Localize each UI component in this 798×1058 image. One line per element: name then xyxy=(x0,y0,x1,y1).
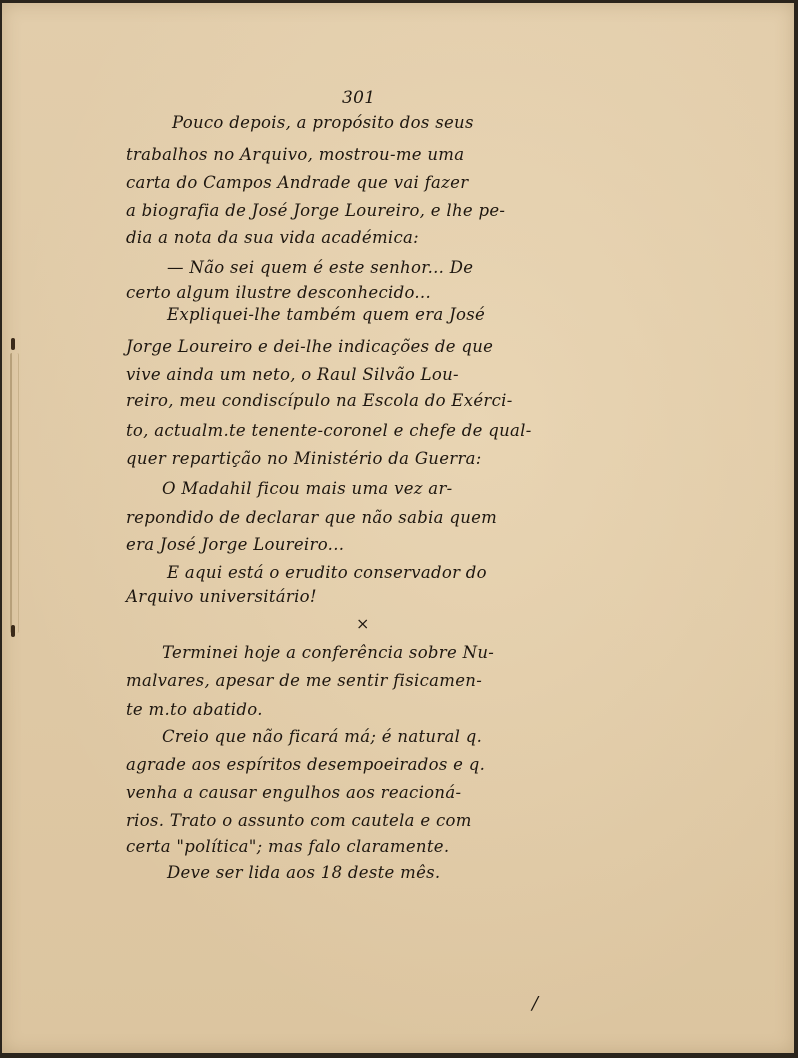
text-line: te m.to abatido. xyxy=(126,700,263,719)
text-line: — Não sei quem é este senhor... De xyxy=(167,258,474,277)
text-line: dia a nota da sua vida académica: xyxy=(126,228,420,247)
text-line: to, actualm.te tenente-coronel e chefe de qual- xyxy=(126,421,532,440)
text-line: Expliquei-lhe também quem era José xyxy=(167,305,486,324)
text-line: Pouco depois, a propósito dos seus xyxy=(172,113,474,132)
text-line: repondido de declarar que não sabia quem xyxy=(126,508,498,527)
text-line: Deve ser lida aos 18 deste mês. xyxy=(167,863,441,882)
text-line: certo algum ilustre desconhecido... xyxy=(126,283,432,302)
text-line: Jorge Loureiro e dei-lhe indicações de que xyxy=(126,337,494,356)
text-line: trabalhos no Arquivo, mostrou-me uma xyxy=(126,145,465,164)
section-separator: × xyxy=(356,614,370,633)
text-line: malvares, apesar de me sentir fisicamen- xyxy=(126,671,483,690)
text-line: reiro, meu condiscípulo na Escola do Exérci- xyxy=(126,391,513,410)
text-line: agrade aos espíritos desempoeirados e q. xyxy=(126,755,486,774)
text-line: E aqui está o erudito conservador do xyxy=(167,563,487,582)
text-line: Terminei hoje a conferência sobre Nu- xyxy=(162,643,495,662)
text-line: O Madahil ficou mais uma vez ar- xyxy=(162,479,453,498)
pencil-mark: / xyxy=(532,993,539,1014)
text-line: vive ainda um neto, o Raul Silvão Lou- xyxy=(126,365,459,384)
page-number: 301 xyxy=(342,88,376,108)
text-line: Arquivo universitário! xyxy=(126,587,317,606)
text-line: quer repartição no Ministério da Guerra: xyxy=(126,449,482,468)
text-line: carta do Campos Andrade que vai fazer xyxy=(126,173,469,192)
handwritten-text xyxy=(2,3,794,1053)
manuscript-page xyxy=(2,3,794,1053)
text-line: rios. Trato o assunto com cautela e com xyxy=(126,811,472,830)
text-line: era José Jorge Loureiro... xyxy=(126,535,345,554)
text-line: certa "política"; mas falo claramente. xyxy=(126,837,450,856)
text-line: a biografia de José Jorge Loureiro, e lhe pe- xyxy=(126,201,506,220)
text-line: Creio que não ficará má; é natural q. xyxy=(162,727,483,746)
text-line: venha a causar engulhos aos reacioná- xyxy=(126,783,462,802)
